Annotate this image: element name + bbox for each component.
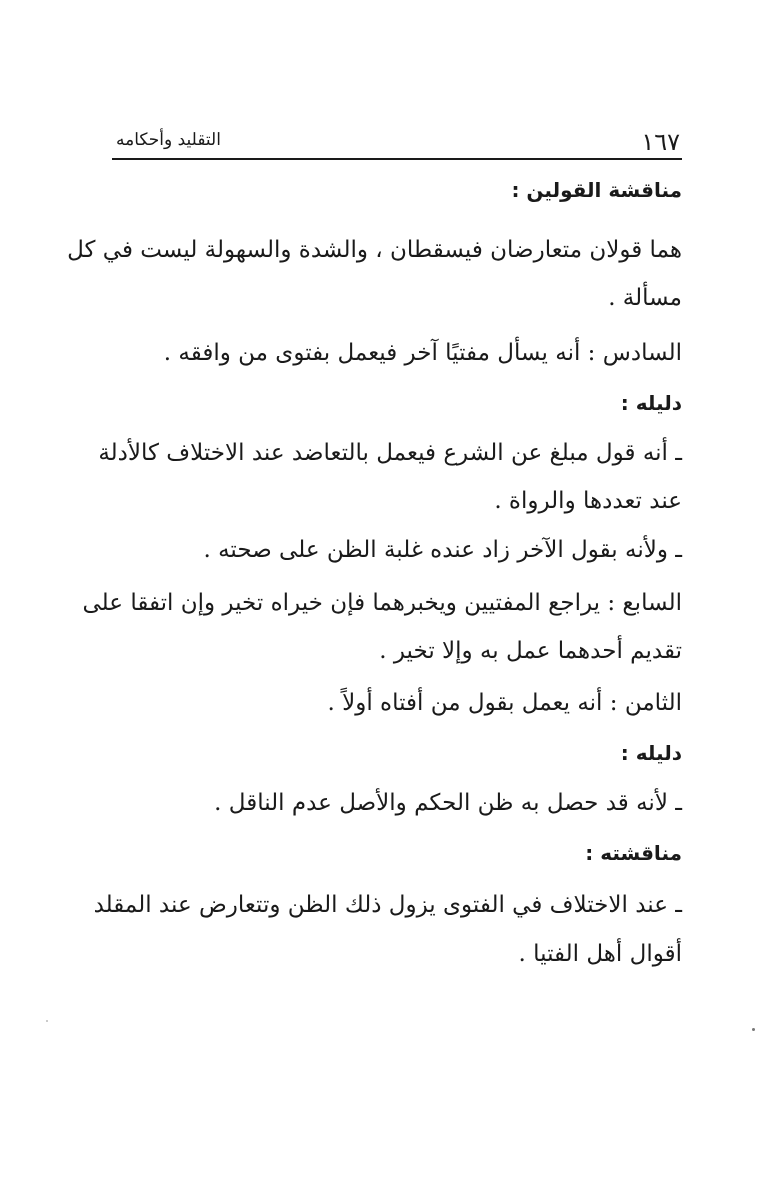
scan-speck bbox=[46, 1020, 48, 1022]
seventh-view-line: تقديم أحدهما عمل به وإلا تخير . bbox=[379, 638, 682, 664]
heading-evidence: دليله : bbox=[620, 391, 682, 415]
page-header bbox=[112, 126, 682, 158]
seventh-view-line: السابع : يراجع المفتيين ويخبرهما فإن خيراه تخير وإن اتفقا على bbox=[82, 590, 682, 616]
discussion-line: أقوال أهل الفتيا . bbox=[518, 941, 682, 967]
heading-evidence: دليله : bbox=[620, 741, 682, 765]
heading-discussion-of-two-views: مناقشة القولين : bbox=[511, 178, 682, 202]
eighth-view-line: الثامن : أنه يعمل بقول من أفتاه أولاً . bbox=[327, 690, 682, 716]
discussion-line: ـ عند الاختلاف في الفتوى يزول ذلك الظن وتتعارض عند المقلد bbox=[93, 892, 682, 918]
evidence-line: ـ أنه قول مبلغ عن الشرع فيعمل بالتعاضد عند الاختلاف كالأدلة bbox=[98, 440, 682, 466]
sixth-view-line: السادس : أنه يسأل مفتيًا آخر فيعمل بفتوى من وافقه . bbox=[163, 340, 682, 366]
page-number: ١٦٧ bbox=[641, 128, 680, 156]
evidence-line: ـ لأنه قد حصل به ظن الحكم والأصل عدم الناقل . bbox=[214, 790, 682, 816]
paragraph-line: مسألة . bbox=[608, 285, 682, 311]
header-rule bbox=[112, 158, 682, 160]
scan-speck bbox=[752, 1028, 755, 1031]
paragraph-line: هما قولان متعارضان فيسقطان ، والشدة والسهولة ليست في كل bbox=[67, 237, 682, 263]
heading-discussion: مناقشته : bbox=[585, 841, 682, 865]
evidence-line: عند تعددها والرواة . bbox=[494, 488, 682, 514]
running-title: التقليد وأحكامه bbox=[116, 130, 221, 150]
evidence-line: ـ ولأنه بقول الآخر زاد عنده غلبة الظن على صحته . bbox=[203, 537, 682, 563]
